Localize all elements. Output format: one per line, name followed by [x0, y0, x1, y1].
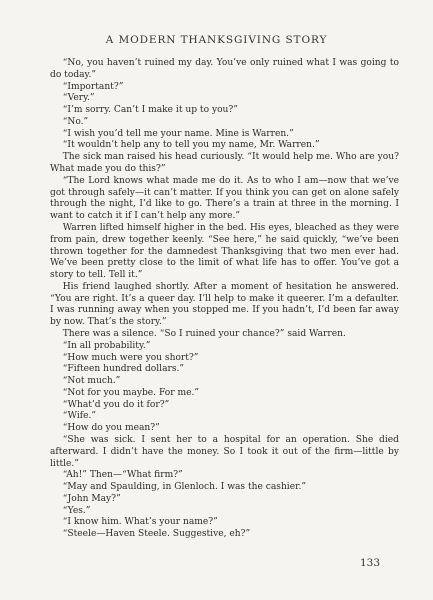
paragraph: “Important?”	[62, 81, 124, 92]
paragraph: “May and Spaulding, in Glenloch. I was the cashier.”	[62, 482, 306, 493]
paragraph: “Ah!” Then—“What firm?”	[62, 470, 183, 481]
paragraph: “Steele—Haven Steele. Suggestive, eh?”	[62, 529, 251, 540]
paragraph: “Fifteen hundred dollars.”	[62, 364, 185, 375]
paragraph: “Yes.”	[62, 505, 91, 516]
paragraph: “The Lord knows what made me do it. As to who I am—now that we’ve got through safely—it can’t matter. If you think you can get on alone safely through the night, I’d like to go. There’s a train at three in the morning. I want to catch it if I can’t help any more.”	[50, 175, 399, 222]
paragraph: “I know him. What’s your name?”	[62, 517, 218, 528]
page-number: 133	[360, 557, 381, 569]
paragraph: “Not for you maybe. For me.”	[62, 387, 200, 398]
paragraph: Warren lifted himself higher in the bed. His eyes, bleached as they were from pain, drew together keenly. “See here,” he said quickly, “we’ve been thrown together for the damnedest Thanksgiving that two men ever had. We’ve been pretty close to the limit of what life has to offer. You’ve got a story to tell. Tell it.”	[50, 222, 399, 281]
paragraph: “What’d you do it for?”	[62, 399, 170, 410]
paragraph: “Wife.”	[62, 411, 97, 422]
paragraph: “In all probability.”	[62, 340, 151, 351]
paragraph: “Very.”	[62, 93, 95, 104]
paragraph: “I wish you’d tell me your name. Mine is Warren.”	[62, 128, 294, 139]
paragraph: “It wouldn’t help any to tell you my name, Mr. Warren.”	[62, 140, 320, 151]
running-header: A MODERN THANKSGIVING STORY	[105, 34, 328, 46]
paragraph: “John May?”	[62, 493, 121, 504]
paragraph: “How much were you short?”	[62, 352, 199, 363]
paragraph: His friend laughed shortly. After a moment of hesitation he answered. “You are right. It’s a queer day. I’ll help to make it queerer. I’m a defaulter. I was running away when you stopped me. If you hadn’t, I’d been far away by now. That’s the story.”	[50, 281, 399, 328]
paragraph: “No.”	[62, 116, 89, 127]
body-text	[50, 58, 399, 541]
paragraph: There was a silence. “So I ruined your chance?” said Warren.	[62, 328, 346, 339]
paragraph: “How do you mean?”	[62, 423, 160, 434]
paragraph: The sick man raised his head curiously. “It would help me. Who are you? What made you do this?”	[50, 152, 399, 175]
paragraph: “She was sick. I sent her to a hospital for an operation. She died afterward. I didn’t have the money. So I took it out of the firm—little by little.”	[50, 435, 399, 469]
paragraph: “No, you haven’t ruined my day. You’ve only ruined what I was going to do today.”	[50, 58, 399, 80]
paragraph: “Not much.”	[62, 376, 121, 387]
paragraph: “I’m sorry. Can’t I make it up to you?”	[62, 105, 238, 116]
